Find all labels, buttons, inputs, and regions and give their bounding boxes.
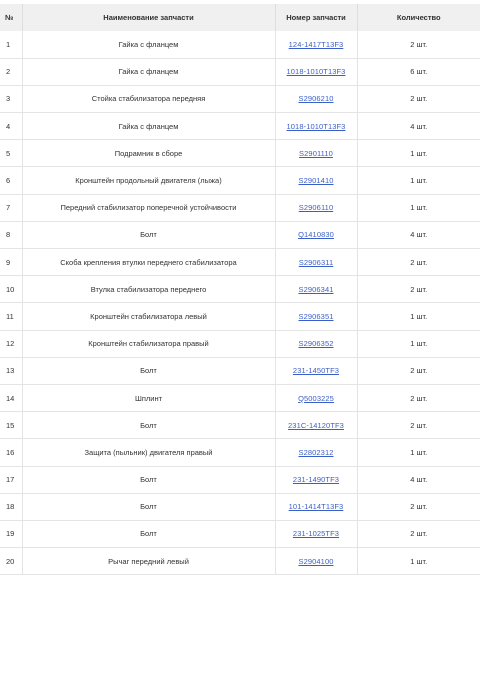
quantity: 2 шт.: [357, 357, 480, 384]
quantity: 1 шт.: [357, 303, 480, 330]
quantity: 1 шт.: [357, 194, 480, 221]
part-number-link[interactable]: 231-1025TF3: [292, 529, 340, 539]
quantity: 2 шт.: [357, 520, 480, 547]
part-number-link[interactable]: S2906352: [298, 339, 334, 349]
table-row: [0, 466, 480, 493]
part-number-link[interactable]: 1018-1010T13F3: [286, 67, 346, 77]
row-number: 10: [0, 276, 22, 303]
row-number: 8: [0, 221, 22, 248]
part-number-link[interactable]: 101-1414T13F3: [288, 502, 344, 512]
part-number-link[interactable]: S2901110: [299, 148, 333, 158]
part-number-link[interactable]: 231-1450TF3: [292, 366, 340, 376]
table-row: [0, 330, 480, 357]
quantity: 2 шт.: [357, 249, 480, 276]
parts-table-body: [0, 31, 480, 575]
header-row: [0, 4, 480, 31]
part-name: Болт: [22, 520, 275, 547]
part-name: Болт: [22, 221, 275, 248]
part-number-link[interactable]: 231-1490TF3: [292, 475, 340, 485]
part-number-link[interactable]: S2802312: [298, 447, 334, 457]
part-name: Подрамник в сборе: [22, 140, 275, 167]
part-number-link[interactable]: S2906351: [298, 311, 334, 321]
row-number: 6: [0, 167, 22, 194]
part-name: Гайка с фланцем: [22, 31, 275, 58]
quantity: 2 шт.: [357, 31, 480, 58]
parts-table-header: [0, 4, 480, 31]
table-row: [0, 412, 480, 439]
part-number-cell: [275, 412, 357, 439]
quantity: 2 шт.: [357, 412, 480, 439]
row-number: 19: [0, 520, 22, 547]
table-row: [0, 221, 480, 248]
row-number: 20: [0, 548, 22, 575]
table-row: [0, 194, 480, 221]
part-name: Передний стабилизатор поперечной устойчивости: [22, 194, 275, 221]
part-number-cell: [275, 113, 357, 140]
part-number-cell: [275, 167, 357, 194]
table-row: [0, 249, 480, 276]
part-name: Кронштейн стабилизатора левый: [22, 303, 275, 330]
table-row: [0, 167, 480, 194]
table-row: [0, 303, 480, 330]
part-name: Втулка стабилизатора переднего: [22, 276, 275, 303]
part-number-cell: [275, 221, 357, 248]
quantity: 1 шт.: [357, 330, 480, 357]
part-number-link[interactable]: S2906110: [298, 203, 334, 213]
quantity: 1 шт.: [357, 140, 480, 167]
header-part-name: Наименование запчасти: [22, 4, 275, 31]
part-number-cell: [275, 439, 357, 466]
part-number-cell: [275, 140, 357, 167]
part-number-cell: [275, 493, 357, 520]
part-name: Гайка с фланцем: [22, 58, 275, 85]
quantity: 2 шт.: [357, 276, 480, 303]
row-number: 4: [0, 113, 22, 140]
table-row: [0, 493, 480, 520]
row-number: 12: [0, 330, 22, 357]
quantity: 2 шт.: [357, 493, 480, 520]
part-number-link[interactable]: 124-1417T13F3: [288, 39, 344, 49]
table-row: [0, 113, 480, 140]
part-name: Болт: [22, 357, 275, 384]
quantity: 4 шт.: [357, 113, 480, 140]
part-name: Болт: [22, 493, 275, 520]
row-number: 14: [0, 384, 22, 411]
part-name: Гайка с фланцем: [22, 113, 275, 140]
quantity: 1 шт.: [357, 439, 480, 466]
quantity: 2 шт.: [357, 85, 480, 112]
row-number: 15: [0, 412, 22, 439]
part-number-cell: [275, 31, 357, 58]
part-name: Болт: [22, 412, 275, 439]
part-number-link[interactable]: S2904100: [298, 556, 334, 566]
parts-table: [0, 4, 480, 575]
part-number-link[interactable]: 231C-14120TF3: [288, 420, 344, 430]
table-row: [0, 85, 480, 112]
part-number-cell: [275, 276, 357, 303]
table-row: [0, 58, 480, 85]
part-number-cell: [275, 520, 357, 547]
row-number: 11: [0, 303, 22, 330]
quantity: 4 шт.: [357, 466, 480, 493]
row-number: 1: [0, 31, 22, 58]
part-number-link[interactable]: Q1410830: [298, 230, 334, 240]
part-number-cell: [275, 384, 357, 411]
part-number-cell: [275, 548, 357, 575]
part-name: Рычаг передний левый: [22, 548, 275, 575]
row-number: 13: [0, 357, 22, 384]
row-number: 9: [0, 249, 22, 276]
row-number: 2: [0, 58, 22, 85]
quantity: 4 шт.: [357, 221, 480, 248]
part-number-cell: [275, 466, 357, 493]
part-number-cell: [275, 85, 357, 112]
part-name: Кронштейн стабилизатора правый: [22, 330, 275, 357]
table-row: [0, 384, 480, 411]
quantity: 1 шт.: [357, 548, 480, 575]
part-number-link[interactable]: S2906210: [298, 94, 334, 104]
quantity: 6 шт.: [357, 58, 480, 85]
header-part-number: Номер запчасти: [275, 4, 357, 31]
part-number-cell: [275, 249, 357, 276]
row-number: 17: [0, 466, 22, 493]
row-number: 3: [0, 85, 22, 112]
table-row: [0, 31, 480, 58]
table-row: [0, 140, 480, 167]
table-row: [0, 548, 480, 575]
table-row: [0, 357, 480, 384]
row-number: 18: [0, 493, 22, 520]
part-name: Защита (пыльник) двигателя правый: [22, 439, 275, 466]
part-name: Кронштейн продольный двигателя (лыжа): [22, 167, 275, 194]
part-name: Стойка стабилизатора передняя: [22, 85, 275, 112]
part-name: Скоба крепления втулки переднего стабилизатора: [22, 249, 275, 276]
part-number-link[interactable]: S2906341: [298, 284, 334, 294]
part-number-link[interactable]: S2906311: [298, 257, 334, 267]
part-number-cell: [275, 194, 357, 221]
part-name: Шплинт: [22, 384, 275, 411]
part-number-cell: [275, 58, 357, 85]
part-number-cell: [275, 303, 357, 330]
table-row: [0, 520, 480, 547]
table-row: [0, 439, 480, 466]
row-number: 7: [0, 194, 22, 221]
part-number-cell: [275, 330, 357, 357]
quantity: 1 шт.: [357, 167, 480, 194]
header-number: №: [5, 13, 14, 22]
row-number: 5: [0, 140, 22, 167]
header-quantity: Количество: [357, 4, 480, 31]
part-number-link[interactable]: Q5003225: [298, 393, 334, 403]
table-row: [0, 276, 480, 303]
part-number-link[interactable]: 1018-1010T13F3: [286, 121, 346, 131]
part-name: Болт: [22, 466, 275, 493]
quantity: 2 шт.: [357, 384, 480, 411]
part-number-cell: [275, 357, 357, 384]
part-number-link[interactable]: S2901410: [298, 176, 334, 186]
row-number: 16: [0, 439, 22, 466]
